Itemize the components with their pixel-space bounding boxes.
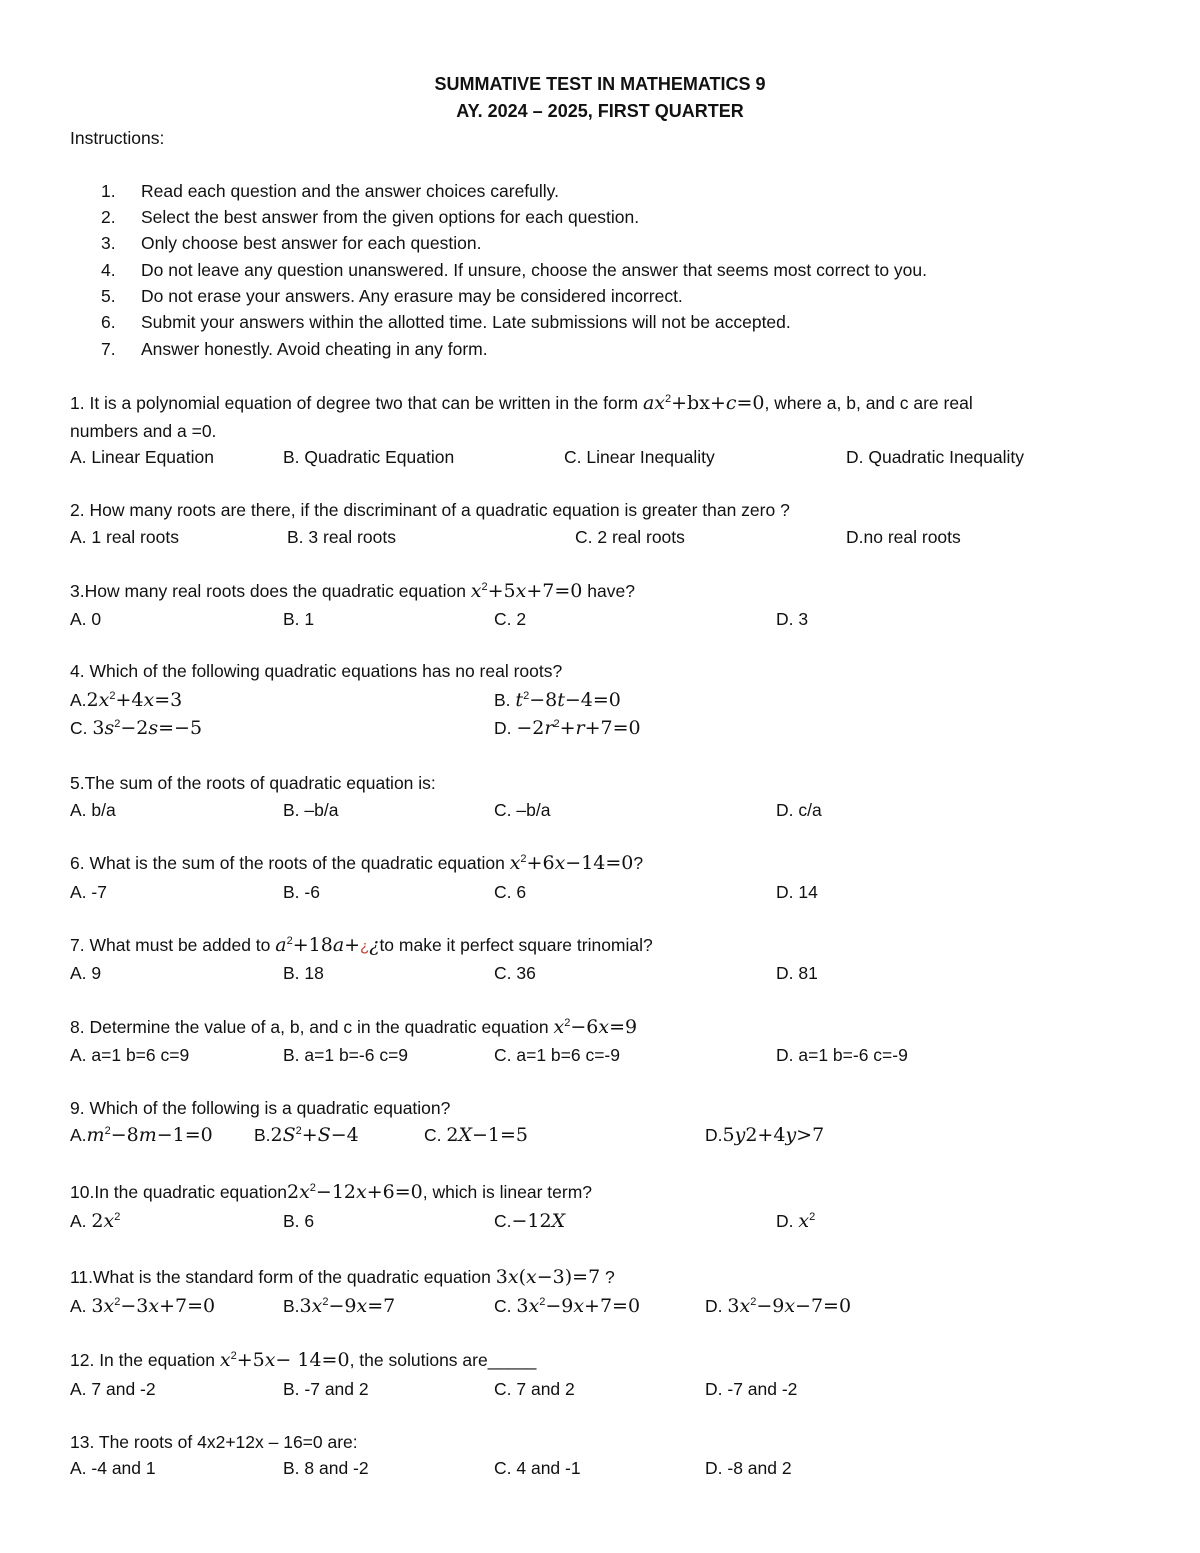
choice-d[interactable]: D.no real roots xyxy=(846,527,961,547)
choice-b[interactable]: B. 1 xyxy=(283,609,315,629)
choice-c[interactable]: C. a=1 b=6 c=-9 xyxy=(494,1045,620,1065)
choice-a[interactable]: A. 0 xyxy=(70,609,102,629)
question-stem: 11.What is the standard form of the quadratic equation 3x(x−3)=7 ? xyxy=(70,1266,615,1288)
choice-c[interactable]: C. 4 and -1 xyxy=(494,1458,581,1478)
choice-d[interactable]: D. 14 xyxy=(776,882,818,902)
choice-b[interactable]: $B.3x^2-9x=7$ xyxy=(283,1295,396,1317)
choice-d[interactable]: D. -7 and -2 xyxy=(705,1379,798,1399)
test-subtitle: AY. 2024 – 2025, FIRST QUARTER xyxy=(456,101,744,121)
choice-b[interactable]: B. -6 xyxy=(283,882,320,902)
choice-b[interactable]: B. a=1 b=-6 c=9 xyxy=(283,1045,409,1065)
choice-b[interactable]: B. 3 real roots xyxy=(287,527,396,547)
choice-b[interactable]: B. 8 and -2 xyxy=(283,1458,369,1478)
choice-c[interactable]: C. $3x^2-9x+7=0$ xyxy=(494,1295,641,1317)
choice-b[interactable]: B. $t^2-8t-4=0$ xyxy=(494,689,621,711)
choice-a[interactable]: A. b/a xyxy=(70,800,116,820)
question-stem: 2. How many roots are there, if the discriminant of a quadratic equation is greater than zero ? xyxy=(70,500,790,520)
choice-a[interactable]: A. 7 and -2 xyxy=(70,1379,156,1399)
choice-c[interactable]: C.−12X xyxy=(494,1210,566,1232)
choice-a[interactable]: A. a=1 b=6 c=9 xyxy=(70,1045,190,1065)
choice-d[interactable]: D.5y2+4y>7 xyxy=(705,1124,825,1146)
instruction-number: 2. xyxy=(101,207,116,227)
choice-c[interactable]: C. 36 xyxy=(494,963,536,983)
choice-c[interactable]: C. 2 xyxy=(494,609,527,629)
question-stem: 4. Which of the following quadratic equations has no real roots? xyxy=(70,661,563,681)
choice-a[interactable]: A. 9 xyxy=(70,963,102,983)
choice-c[interactable]: C. $3s^2-2s=-5$ xyxy=(70,717,203,739)
choice-d[interactable]: D. Quadratic Inequality xyxy=(846,447,1025,467)
choice-a[interactable]: A. -4 and 1 xyxy=(70,1458,156,1478)
choice-a[interactable]: $A.m^2-8m-1=0$ xyxy=(70,1124,213,1146)
choice-d[interactable]: D. a=1 b=-6 c=-9 xyxy=(776,1045,908,1065)
choice-b[interactable]: B. 6 xyxy=(283,1211,315,1231)
choice-d[interactable]: D. 3 xyxy=(776,609,809,629)
question-stem: 8. Determine the value of a, b, and c in the quadratic equation $x^2-6x=9$ xyxy=(70,1016,638,1038)
test-title: SUMMATIVE TEST IN MATHEMATICS 9 xyxy=(434,74,766,94)
choice-b[interactable]: B. 18 xyxy=(283,963,324,983)
instruction-number: 5. xyxy=(101,286,116,306)
choice-a[interactable]: A. $3x^2-3x+7=0$ xyxy=(70,1295,216,1317)
question-stem: 7. What must be added to $a^2+18a+¿¿to$ make it perfect square trinomial? xyxy=(70,934,653,956)
choice-d[interactable]: D. -8 and 2 xyxy=(705,1458,792,1478)
instruction-text: Do not erase your answers. Any erasure may be considered incorrect. xyxy=(141,286,683,306)
choice-c[interactable]: C. Linear Inequality xyxy=(564,447,715,467)
instruction-number: 4. xyxy=(101,260,116,280)
question-stem: 9. Which of the following is a quadratic equation? xyxy=(70,1098,451,1118)
choice-a[interactable]: A. -7 xyxy=(70,882,107,902)
choice-c[interactable]: C. 7 and 2 xyxy=(494,1379,575,1399)
question-stem: 1. It is a polynomial equation of degree two that can be written in the form $ax^2+bx+c=0$, where a, b, and c are real xyxy=(70,392,973,414)
choice-d[interactable]: D. c/a xyxy=(776,800,822,820)
choice-a[interactable]: A. 1 real roots xyxy=(70,527,179,547)
instruction-text: Read each question and the answer choices carefully. xyxy=(141,181,559,201)
instruction-text: Only choose best answer for each question. xyxy=(141,233,482,253)
choice-c[interactable]: C. 6 xyxy=(494,882,527,902)
instruction-number: 7. xyxy=(101,339,116,359)
choice-b[interactable]: $B.2S^2+S-4$ xyxy=(254,1124,359,1146)
question-stem: 5.The sum of the roots of quadratic equation is: xyxy=(70,773,436,793)
choice-c[interactable]: C. –b/a xyxy=(494,800,551,820)
instruction-text: Answer honestly. Avoid cheating in any form. xyxy=(141,339,488,359)
instruction-number: 6. xyxy=(101,312,116,332)
instructions-label: Instructions: xyxy=(70,128,165,148)
question-stem: 3.How many real roots does the quadratic equation $x^2+5x+7=0$ have? xyxy=(70,580,635,602)
choice-a[interactable]: A. $2x^2$ xyxy=(70,1210,121,1232)
choice-c[interactable]: C. 2X−1=5 xyxy=(424,1124,529,1146)
instruction-number: 1. xyxy=(101,181,116,201)
instruction-number: 3. xyxy=(101,233,116,253)
choice-d[interactable]: D. 81 xyxy=(776,963,818,983)
choice-d[interactable]: D. $-2r^2+r+7=0$ xyxy=(494,717,641,739)
choice-d[interactable]: D. $x^2$ xyxy=(776,1210,816,1232)
instruction-text: Do not leave any question unanswered. If unsure, choose the answer that seems most correct to you. xyxy=(141,260,927,280)
question-stem-continued: numbers and a =0. xyxy=(70,421,217,441)
question-stem: 12. In the equation $x^2+5x- 14=0$, the solutions are_____ xyxy=(70,1349,537,1371)
choice-a[interactable]: $A.2x^2+4x=3$ xyxy=(70,689,183,711)
instruction-text: Select the best answer from the given options for each question. xyxy=(141,207,640,227)
choice-b[interactable]: B. Quadratic Equation xyxy=(283,447,455,467)
choice-d[interactable]: D. $3x^2-9x-7=0$ xyxy=(705,1295,852,1317)
choice-b[interactable]: B. –b/a xyxy=(283,800,339,820)
instruction-text: Submit your answers within the allotted time. Late submissions will not be accepted. xyxy=(141,312,791,332)
choice-c[interactable]: C. 2 real roots xyxy=(575,527,685,547)
question-stem: 13. The roots of 4x2+12x – 16=0 are: xyxy=(70,1432,358,1452)
choice-b[interactable]: B. -7 and 2 xyxy=(283,1379,369,1399)
question-stem: 6. What is the sum of the roots of the quadratic equation $x^2+6x-14=0$? xyxy=(70,852,644,874)
choice-a[interactable]: A. Linear Equation xyxy=(70,447,214,467)
question-stem: 10.In the quadratic $equation2x^2-12x+6=0$, which is linear term? xyxy=(70,1181,593,1203)
